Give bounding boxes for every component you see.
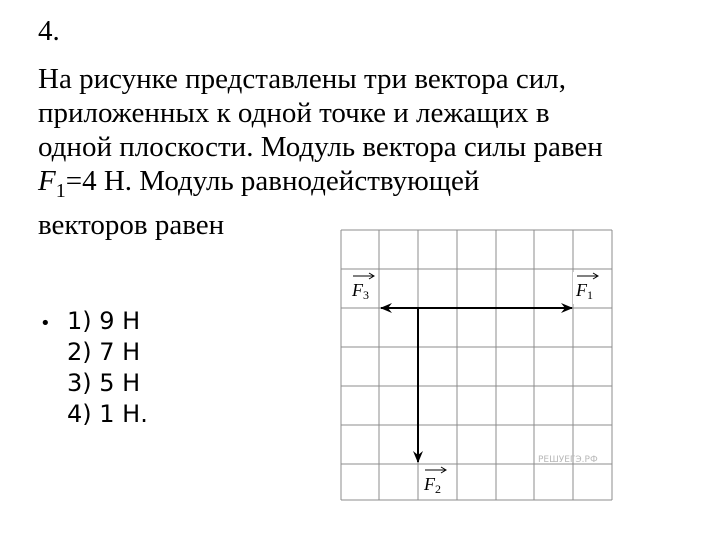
bullet: •: [40, 313, 51, 334]
question-line-1: На рисунке представлены три вектора сил,: [38, 63, 566, 95]
answer-option-4: 4) 1 Н.: [67, 400, 148, 428]
answer-list: [40, 306, 148, 430]
svg-text:F1: F1: [576, 280, 593, 302]
vector-diagram: [336, 226, 616, 506]
question-line-5: векторов равен: [38, 208, 225, 241]
label-f3: [349, 272, 377, 304]
force-f1-symbol: $F_1$: [38, 165, 66, 202]
label-f1: [573, 272, 601, 304]
question-line-3: одной плоскости. Модуль вектора силы равен: [38, 131, 603, 163]
label-f2: [420, 466, 450, 499]
question-text: [38, 62, 698, 242]
question-line-4: $F_1=4$ Н. Модуль равнодействующей: [38, 165, 480, 202]
question-line-2: приложенных к одной точке и лежащих в: [38, 97, 550, 129]
svg-text:F2: F2: [424, 474, 441, 496]
answer-option-2: 2) 7 Н: [67, 338, 141, 366]
watermark: РЕШУЕГЭ.РФ: [538, 455, 598, 465]
svg-text:F3: F3: [352, 280, 369, 302]
answer-option-1: 1) 9 Н: [67, 307, 141, 335]
question-number: 4.: [38, 15, 60, 47]
answer-option-3: 3) 5 Н: [67, 369, 141, 397]
